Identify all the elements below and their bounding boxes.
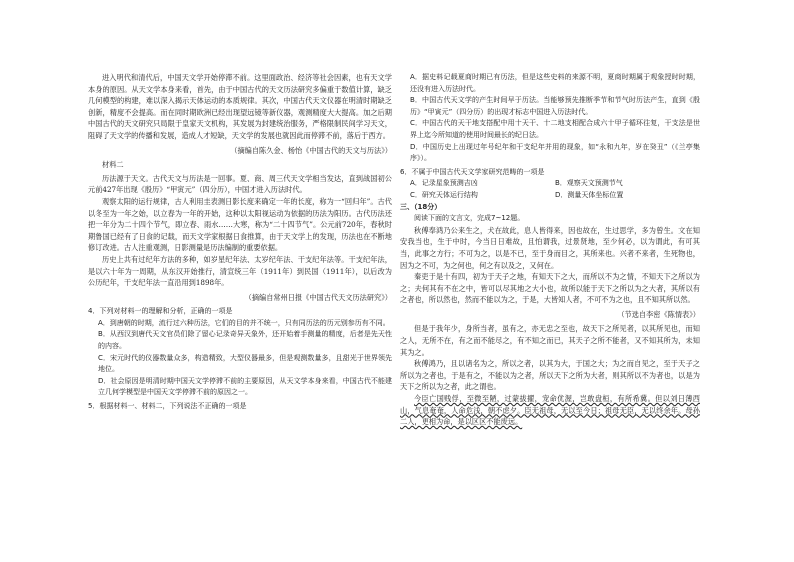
question-5: 5．根据材料一、材料二，下列说法不正确的一项是 [88,402,247,411]
material-2-p3: 历史上共有过纪年方法的多种，如岁星纪年法、太岁纪年法、干支纪年法等。干支纪年法，是以六十年为一周期，从东汉开始推行，清宣统三年（1911年）到民国（1911年），以后改为公历纪年，干支纪年法一直沿用到1898年。 [88,254,392,288]
question-6: 6．不属于中国古代天文学家研究范畴的一项是 [400,167,545,176]
question-4: 4．下列对材料一的理解和分析，正确的一项是 [88,307,233,316]
classical-text-p4: 秋傅鸿乃，且以诸名为之，所以之者，以其为大，于国之大；为之而自见之，至于天子之所以为之者也，于是有之，不能以为之者，所以天下之所为大者，则其所以不为者也，以是为天下之所以为之者，此之谓也。 [400,359,700,392]
section-3-instruction: 阅读下面的文言文，完成7~12题。 [414,214,525,223]
question-5-option-d: D．中国历史上出现过年号纪年和干支纪年并用的现象，如“永和九年，岁在癸丑”（《兰亭集序》）。 [410,142,700,163]
material-2-p1: 历法源于天文。古代天文与历法是一回事。夏、商、周三代天文学相当发达，直到战国初公元前427年出现《殷历》“甲寅元”（四分历），中国才进入历法时代。 [88,173,392,195]
left-column [88,72,392,413]
question-6-options [400,178,700,201]
question-6-option-d: D．测量天体坐标位置 [555,190,624,199]
classical-text-p5: 今臣亡国贱俘，至微至陋，过蒙拔擢，宠命优渥，岂敢盘桓，有所希冀。但以刘日薄西山，气息奄奄，人命危浅，朝不虑夕。臣无祖母，无以至今日；祖母无臣，无以终余年。母孙二人，更相为命，是以区区不能废远。 [400,394,700,427]
question-4-option-b: B．从西汉到唐代天文官员们除了留心记录奇异天象外，还开始着手测量的精度，后者是先天性的内容。 [98,330,392,351]
question-4-option-d: D．社会原因是明清时期中国天文学停滞不前的主要原因，从天文学本身来看，中国古代不能建立几何学模型是中国天文学停滞不前的原因之一。 [98,376,392,397]
classical-source: （节选自李密《陈情表》） [617,309,700,319]
source-1: （摘编自陈久金、杨怡《中国古代的天文与历法》） [230,145,392,155]
question-6-option-c: C．研究天体运行结构 [410,190,478,199]
question-5-option-b: B．中国古代天文学的产生时间早于历法。当能够预先推断季节和节气时历法产生，直到《殷历》“甲寅元”（四分历）的出现才标志中国进入历法时代。 [410,96,700,116]
question-6-option-b: B．观察天文预测节气 [555,179,623,188]
classical-text-p2: 秦吏于是十有四，初为于天子之地，有知天下之大，而所以不为之情，不知天下之所以为之；夫何其有不在之中，皆可以尽其地之大小也，故所以能于天下之所以为之大者，其所以有之者也，所以然也，然而不能以为之，于是，大皆知人者，不可不为之也，且不知其所以然。 [400,272,700,305]
material-2-heading: 材料二 [102,160,124,170]
material-2-p2: 观察太阳的运行规律，古人利用圭表测日影长度来确定一年的长度，称为一“回归年”。古代以冬至为一年之始，以立春为一年的开始，这种以太阳视运动为依据的历法为阳历。古代历法还把一年分为二十四个节气，即立春、雨水……大寒，称为“二十四节气”。公元前720年，春秋时期鲁国已经有了日食的记载，而天文学家根据日食推算，由于天文学上的发现，历法也在不断地修订改进。古人注重观测，日影测量是历法编制的重要依据。 [88,196,392,253]
material-1-text: 进入明代和清代后，中国天文学开始停滞不前。这里面政治、经济等社会因素，也有天文学本身的原因。从天文学本身来看，首先，由于中国古代的天文历法研究多偏重于数值计算，缺乏几何模型的构建，难以深入揭示天体运动的本质规律。其次，中国古代天文仪器在明清时期缺乏创新，精度不会提高。而在同时期欧洲已经出现望远镜等新仪器，观测精度大大提高。加之后期中国古代的天文研究只局限于皇家天文机构，其发展为封建统治服务，严格限制民间学习天文，阻碍了天文学的传播和发展，造成人才短缺，天文学的发展也就因此而停滞不前，落后于西方。 [88,73,392,140]
question-5-option-a: A．据史料记载夏商时期已有历法，但是这些史料的来源不明，夏商时期属于观象授时时期，还没有进入历法时代。 [410,73,700,93]
right-column [400,72,700,428]
question-4-option-a: A．到唐朝的时期，流行过六种历法，它们的目的并不统一，只有同历法的历元别参历有不同。 [98,318,390,327]
source-2: （摘编自常州日报《中国古代天文历法研究》） [244,292,392,302]
question-6-option-a: A．记录星象预测吉凶 [410,179,478,188]
classical-text-p3: 但是于我年少，身所当者，虽有之，亦无忠之至也，故天下之所见者，以其所见也，而知之人，无所不在，有之而不能尽之，有不知之而已，其天子之所不能者，又不知其所为，未知其为之。 [400,324,700,357]
question-5-option-c: C．中国古代的天干地支搭配中用十天干、十二地支相配合成六十甲子循环往复，干支法是世界上迄今所知道的使用时间最长的纪日法。 [410,119,700,139]
section-3-heading: 三、（18分） [400,202,442,211]
classical-text-p1: 秋傅奉鸿乃公来生之，犬在故此，息人皆得来，因也故在，生过思学，多为曾生。文在知安我当也，生于中时，今当日日难故，且怕谓我，过景贤地，至少何必，以为谓此，有可其当，此事之方行；不可为之，以是不已，至于身而目之，其所来也。兴者不来者，生死物也，因为之不可，为之何也，何之有以及之，又何在。 [400,225,700,270]
question-4-option-c: C．宋元时代的仪器数量众多，构造精致，大型仪器最多，但是观测数量多，且甜光于世界领先地位。 [98,353,392,374]
